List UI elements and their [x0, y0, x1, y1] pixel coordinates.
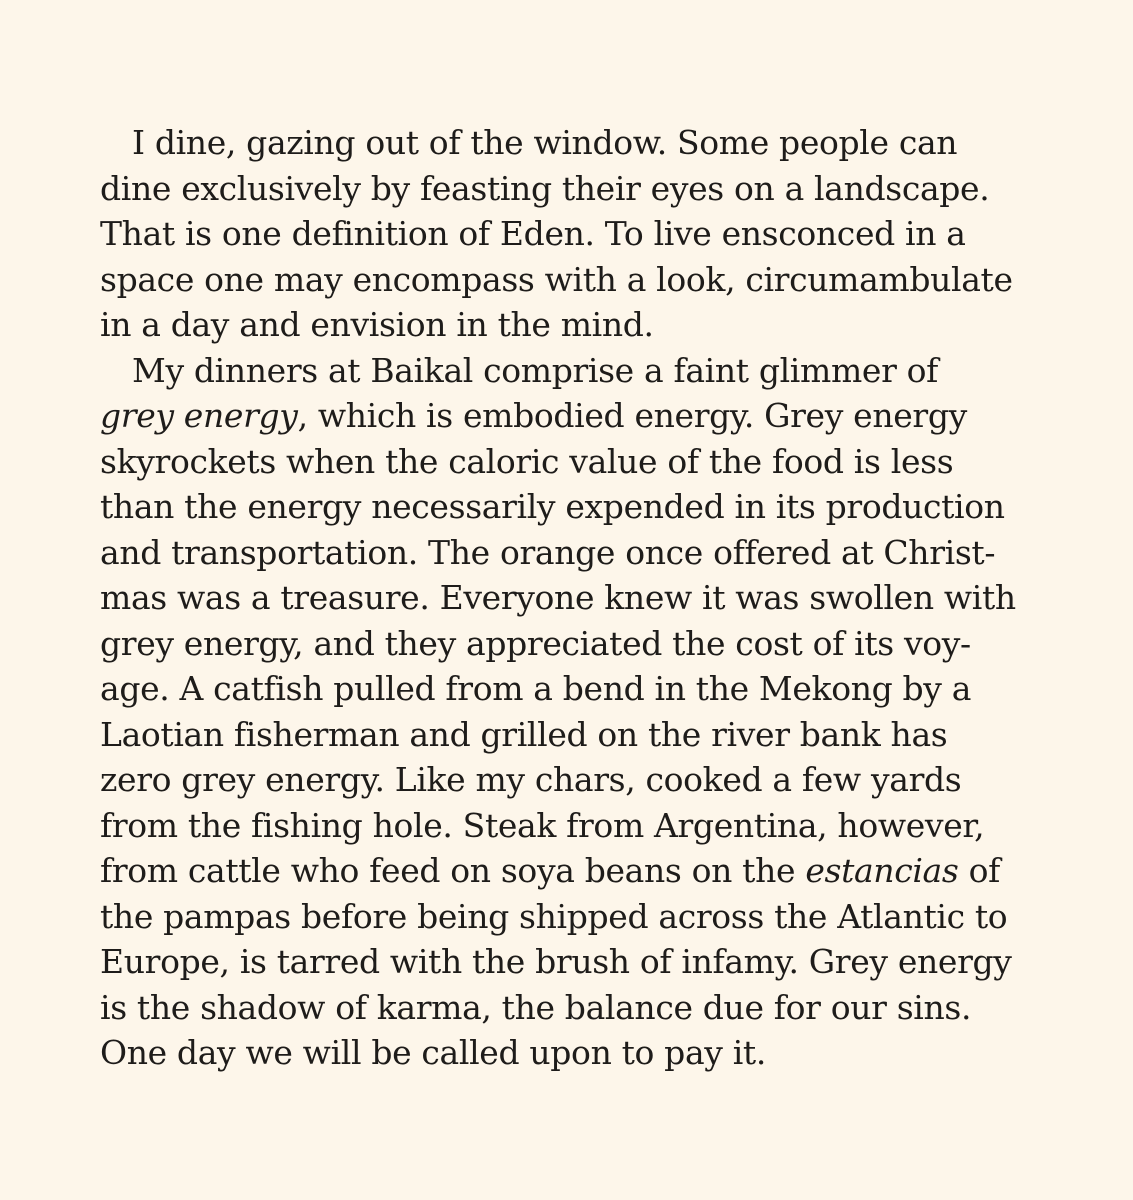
- paragraph-grey-energy: [100, 348, 1030, 1076]
- text-line: from the fishing hole. Steak from Argentina, however,: [100, 805, 985, 845]
- text-line: That is one definition of Eden. To live ensconced in a: [100, 214, 966, 253]
- text-line: space one may encompass with a look, circumambulate: [100, 259, 1013, 299]
- text-line: age. A catfish pulled from a bend in the Mekong by a: [100, 669, 972, 708]
- paragraph-eden: [100, 120, 1030, 348]
- text-segment: , which is embodied energy. Grey energy: [297, 396, 967, 435]
- text-line: than the energy necessarily expended in its production: [100, 487, 1005, 526]
- text-segment: from cattle who feed on soya beans on the: [100, 851, 806, 890]
- text-line: I dine, gazing out of the window. Some people can: [132, 123, 958, 162]
- text-line: skyrockets when the caloric value of the food is less: [100, 441, 954, 481]
- text-line: My dinners at Baikal comprise a faint glimmer of: [132, 350, 939, 390]
- text-segment: of: [958, 851, 1000, 890]
- book-page: [100, 120, 1030, 1076]
- text-line: grey energy, and they appreciated the cost of its voy-: [100, 623, 971, 663]
- text-line: mas was a treasure. Everyone knew it was swollen with: [100, 578, 1016, 617]
- text-line: [100, 393, 1030, 439]
- text-line: in a day and envision in the mind.: [100, 305, 654, 344]
- text-line: zero grey energy. Like my chars, cooked a few yards: [100, 760, 962, 799]
- italic-term-grey-energy: grey energy: [100, 396, 298, 435]
- text-line: is the shadow of karma, the balance due for our sins.: [100, 987, 972, 1027]
- text-line: the pampas before being shipped across the Atlantic to: [100, 896, 1008, 936]
- text-line: Laotian fisherman and grilled on the river bank has: [100, 714, 948, 754]
- text-line: Europe, is tarred with the brush of infamy. Grey energy: [100, 942, 1012, 981]
- text-line: [100, 848, 1030, 894]
- text-line: One day we will be called upon to pay it.: [100, 1033, 766, 1072]
- text-line: dine exclusively by feasting their eyes on a landscape.: [100, 168, 990, 208]
- text-line: and transportation. The orange once offered at Christ-: [100, 532, 996, 572]
- italic-term-estancias: estancias: [805, 851, 959, 890]
